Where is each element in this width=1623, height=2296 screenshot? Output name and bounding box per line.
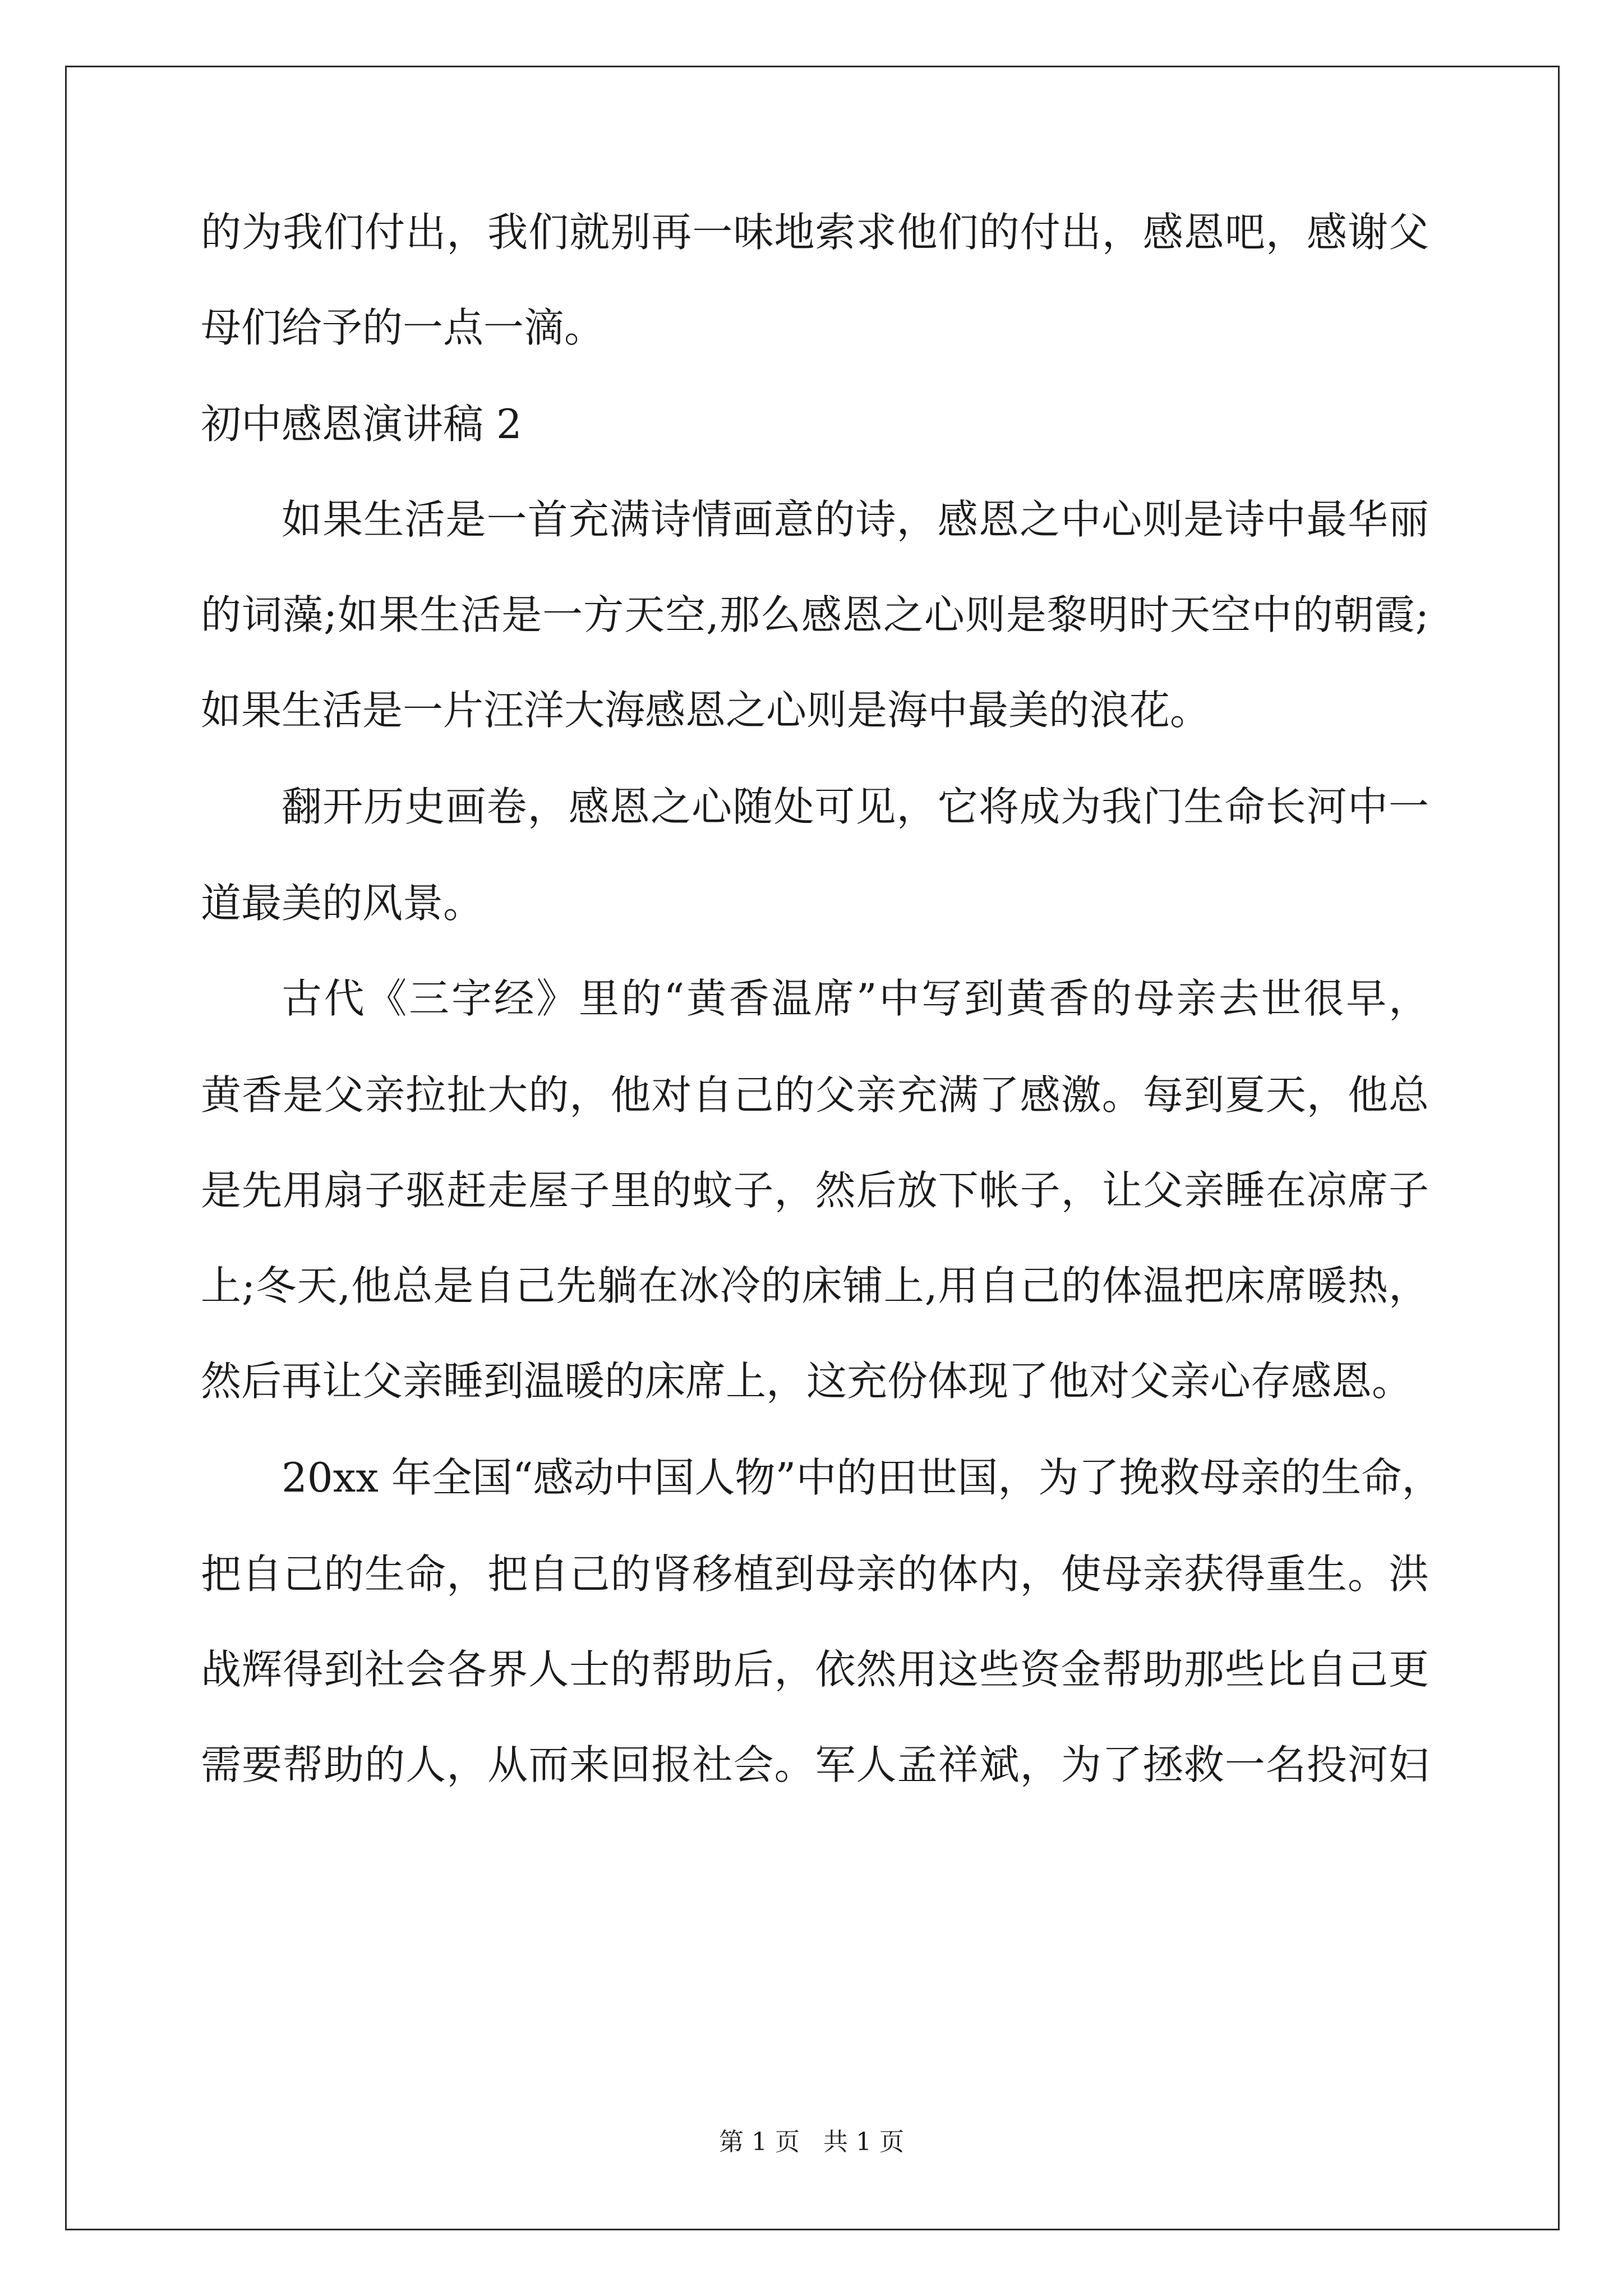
paragraph-start-line: 如果生活是一首充满诗情画意的诗，感恩之中心则是诗中最华丽	[282, 496, 1429, 543]
text-line: 需要帮助的人，从而来回报社会。军人孟祥斌，为了拯救一名投河妇	[201, 1741, 1429, 1788]
text-line: 的为我们付出，我们就别再一味地索求他们的付出，感恩吧，感谢父	[201, 209, 1429, 256]
page-border	[65, 66, 1560, 2230]
text-line: 如果生活是一片汪洋大海感恩之心则是海中最美的浪花。	[201, 687, 1211, 734]
text-line: 道最美的风景。	[201, 880, 484, 927]
text-line: 把自己的生命，把自己的肾移植到母亲的体内，使母亲获得重生。洪	[201, 1550, 1429, 1598]
text-line: 黄香是父亲拉扯大的，他对自己的父亲充满了感激。每到夏天，他总	[201, 1071, 1429, 1119]
text-line: 的词藻;如果生活是一方天空,那么感恩之心则是黎明时天空中的朝霞;	[201, 591, 1429, 638]
paragraph-start-line: 20xx 年全国“感动中国人物”中的田世国，为了挽救母亲的生命，	[282, 1454, 1442, 1501]
text-line: 是先用扇子驱赶走屋子里的蚊子，然后放下帐子，让父亲睡在凉席子	[201, 1167, 1429, 1214]
text-line: 上;冬天,他总是自己先躺在冰冷的床铺上,用自己的体温把床席暖热，	[201, 1262, 1429, 1309]
section-heading: 初中感恩演讲稿 2	[201, 401, 522, 448]
text-line: 然后再让父亲睡到温暖的床席上，这充份体现了他对父亲心存感恩。	[201, 1358, 1413, 1405]
text-line: 战辉得到社会各界人士的帮助后，依然用这些资金帮助那些比自己更	[201, 1646, 1429, 1693]
paragraph-start-line: 古代《三字经》里的“黄香温席”中写到黄香的母亲去世很早，	[282, 975, 1429, 1022]
page-number: 第 1 页 共 1 页	[719, 2128, 904, 2156]
text-line: 母们给予的一点一滴。	[201, 304, 605, 351]
paragraph-start-line: 翻开历史画卷，感恩之心随处可见，它将成为我门生命长河中一	[282, 783, 1429, 830]
